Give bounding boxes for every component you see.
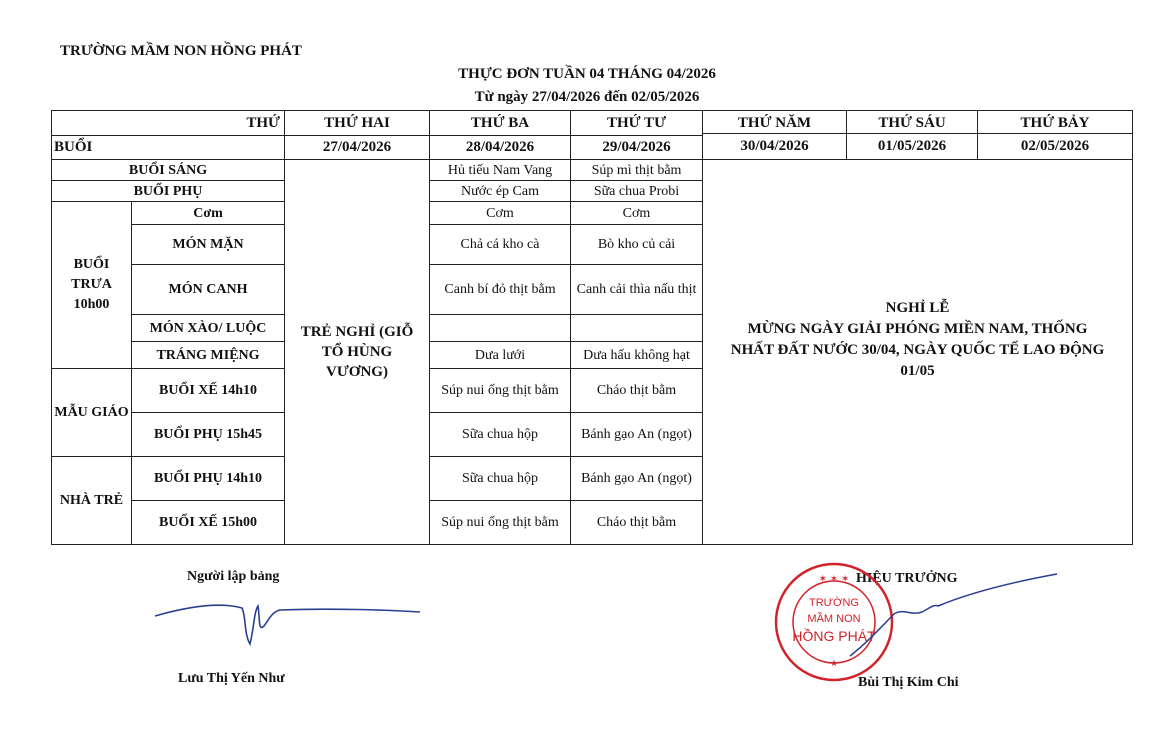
stamp-top-arc: ✶ ✶ ✶	[818, 574, 850, 585]
day-name-wed: THỨ TƯ	[571, 111, 703, 136]
cell-tue-mon-xao-luoc	[430, 315, 571, 342]
row-label-mg-buoi-phu: BUỔI PHỤ 15h45	[132, 413, 285, 457]
monday-closed-note: TRẺ NGHỈ (GIỖ TỔ HÙNG VƯƠNG)	[285, 160, 430, 545]
cell-wed-mon-xao-luoc	[571, 315, 703, 342]
day-date-thu: 30/04/2026	[740, 137, 809, 154]
cell-tue-mon-man: Chả cá kho cà	[430, 225, 571, 265]
cell-wed-mon-canh: Canh cải thìa nấu thịt	[571, 265, 703, 315]
cell-tue-buoi-phu: Nước ép Cam	[430, 181, 571, 202]
row-label-mon-man: MÓN MẶN	[132, 225, 285, 265]
day-date-wed: 29/04/2026	[571, 136, 703, 160]
group-label-kindergarten: MẪU GIÁO	[52, 369, 132, 457]
row-label-nt-buoi-phu: BUỔI PHỤ 14h10	[132, 457, 285, 501]
cell-wed-mg-buoi-phu: Bánh gạo An (ngọt)	[571, 413, 703, 457]
cell-wed-nt-buoi-xe: Cháo thịt bằm	[571, 501, 703, 545]
holiday-text: MỪNG NGÀY GIẢI PHÓNG MIỀN NAM, THỐNG NHẤT ĐẤT NƯỚC 30/04, NGÀY QUỐC TẾ LAO ĐỘNG 01/05	[730, 321, 1105, 379]
group-label-lunch: BUỔI TRƯA 10h00	[52, 202, 132, 369]
day-name-mon: THỨ HAI	[285, 111, 430, 136]
cell-wed-mon-man: Bò kho củ cải	[571, 225, 703, 265]
cell-wed-nt-buoi-phu: Bánh gạo An (ngọt)	[571, 457, 703, 501]
day-name-sat	[978, 111, 1133, 160]
day-name-sat-text: THỨ BẢY	[978, 113, 1132, 134]
preparer-signature-stroke	[155, 605, 420, 644]
cell-wed-mg-buoi-xe: Cháo thịt bằm	[571, 369, 703, 413]
holiday-title: NGHỈ LỄ	[885, 300, 950, 316]
cell-wed-buoi-sang: Súp mì thịt bằm	[571, 160, 703, 181]
cell-tue-com: Cơm	[430, 202, 571, 225]
cell-wed-buoi-phu: Sữa chua Probi	[571, 181, 703, 202]
cell-tue-buoi-sang: Hủ tiếu Nam Vang	[430, 160, 571, 181]
principal-title: HIỆU TRƯỞNG	[856, 571, 958, 586]
row-label-buoi-sang: BUỔI SÁNG	[52, 160, 285, 181]
cell-tue-mg-buoi-xe: Súp nui ống thịt bằm	[430, 369, 571, 413]
stamp-bottom-arc: ★	[829, 658, 839, 668]
menu-title: THỰC ĐƠN TUẦN 04 THÁNG 04/2026	[458, 66, 716, 82]
preparer-name: Lưu Thị Yến Như	[178, 671, 285, 686]
row-label-nt-buoi-xe: BUỔI XẾ 15h00	[132, 501, 285, 545]
cell-tue-nt-buoi-phu: Sữa chua hộp	[430, 457, 571, 501]
corner-buoi-label: BUỔI	[52, 136, 285, 160]
weekly-menu-table	[51, 110, 1133, 545]
day-date-sat: 02/05/2026	[1020, 137, 1090, 154]
stamp-line-1: TRƯỜNG	[809, 597, 859, 609]
cell-wed-com: Cơm	[571, 202, 703, 225]
row-label-mon-canh: MÓN CANH	[132, 265, 285, 315]
row-label-mon-xao-luoc: MÓN XÀO/ LUỘC	[132, 315, 285, 342]
preparer-signature	[150, 588, 430, 658]
menu-subtitle: Từ ngày 27/04/2026 đến 02/05/2026	[474, 89, 700, 105]
cell-tue-nt-buoi-xe: Súp nui ống thịt bằm	[430, 501, 571, 545]
corner-thu-label: THỨ	[52, 111, 285, 136]
day-name-fri-text: THỨ SÁU	[847, 113, 977, 134]
preparer-title: Người lập bảng	[187, 569, 280, 584]
cell-wed-trang-mieng: Dưa hấu không hạt	[571, 342, 703, 369]
day-date-fri: 01/05/2026	[877, 137, 947, 154]
day-name-tue: THỨ BA	[430, 111, 571, 136]
day-date-mon: 27/04/2026	[285, 136, 430, 160]
cell-tue-mg-buoi-phu: Sữa chua hộp	[430, 413, 571, 457]
day-name-thu	[703, 111, 847, 160]
stamp-line-3: HỒNG PHÁT	[792, 628, 876, 644]
row-label-com: Cơm	[132, 202, 285, 225]
holiday-notice	[703, 160, 1133, 545]
stamp-line-2: MẦM NON	[807, 613, 861, 625]
row-label-trang-mieng: TRÁNG MIỆNG	[132, 342, 285, 369]
school-name: TRƯỜNG MẦM NON HỒNG PHÁT	[60, 43, 302, 59]
row-label-mg-buoi-xe: BUỔI XẾ 14h10	[132, 369, 285, 413]
row-label-buoi-phu: BUỔI PHỤ	[52, 181, 285, 202]
day-name-fri	[847, 111, 978, 160]
cell-tue-mon-canh: Canh bí đỏ thịt bằm	[430, 265, 571, 315]
day-name-thu-text: THỨ NĂM	[703, 113, 846, 134]
cell-tue-trang-mieng: Dưa lưới	[430, 342, 571, 369]
day-date-tue: 28/04/2026	[430, 136, 571, 160]
group-label-nursery: NHÀ TRẺ	[52, 457, 132, 545]
principal-name: Bùi Thị Kim Chi	[858, 675, 959, 690]
